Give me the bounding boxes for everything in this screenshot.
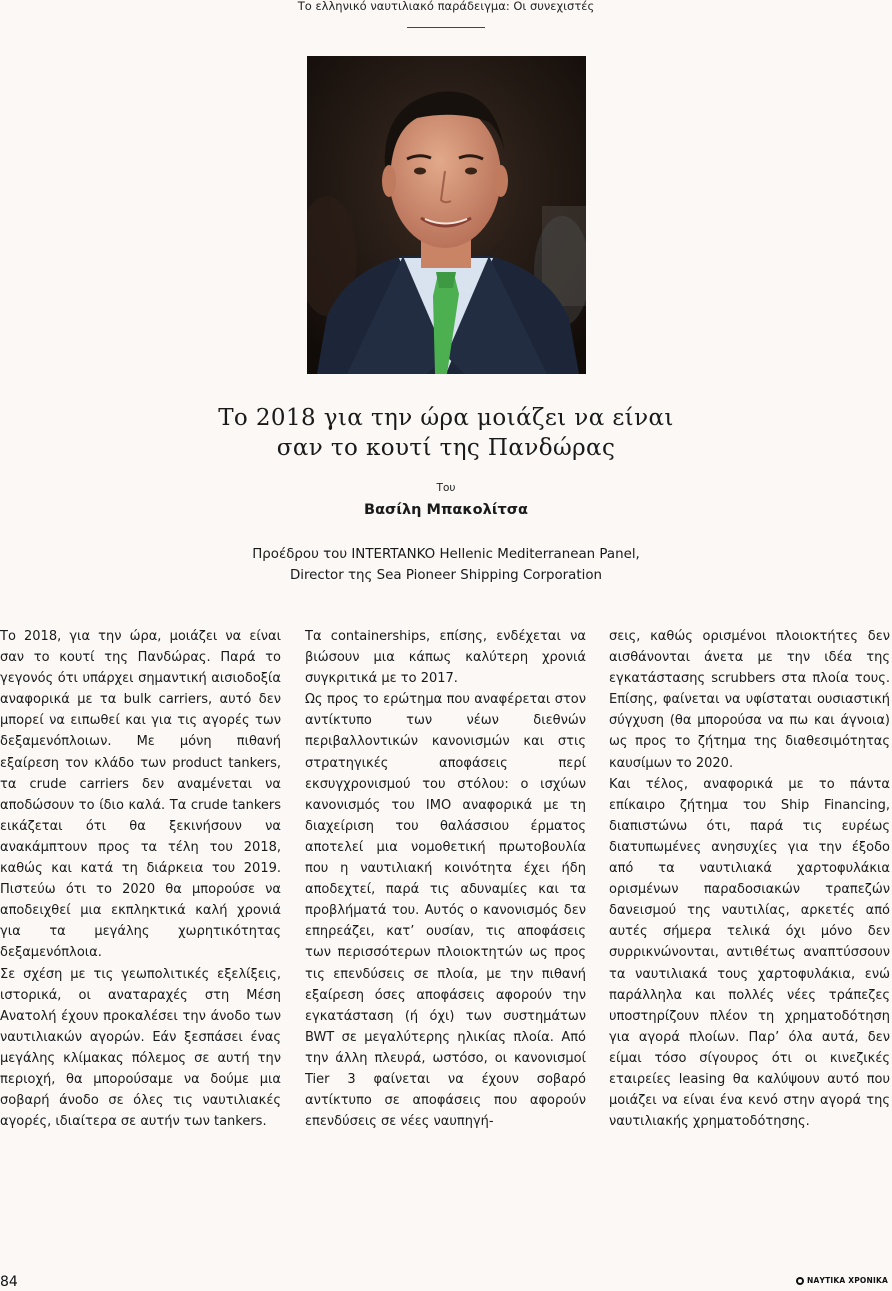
paragraph: Ως προς το ερώτημα που αναφέρεται στον αντίκτυπο των νέων διεθνών περιβαλλοντικών κανονισμών και στις στρατηγικές αποφάσεις περί εκσυγχρονισμού του στόλου: ο ισχύων κανονισμός του ΙΜΟ αναφορικά με τη διαχείριση του θαλάσσιου έρματος αποτελεί μια νομοθετική πρωτοβουλία που η ναυτιλιακή κοινότητα έχει ήδη αποδεχτεί, παρά τις αδυναμίες και τα προβλήματά του. Αυτός ο κανονισμός δεν επηρεάζει, κατ’ ουσίαν, τις αποφάσεις των περισσότερων πλοιοκτητών ως προς τις επενδύσεις σε πλοία, με την πιθανή εξαίρεση όσες αποφάσεις αφορούν την εγκατάσταση (ή όχι) των συστημάτων BWT σε μεγαλύτερης ηλικίας πλοία. Από την άλλη πλευρά, ωστόσο, οι κανονισμοί Tier 3 φαίνεται να έχουν σοβαρό αντίκτυπο σε αποφάσεις που αφορούν επενδύσεις σε νέες ναυπηγή- xyxy=(305,692,586,1130)
brand-logo-icon xyxy=(796,1277,804,1285)
paragraph: Σε σχέση με τις γεωπολιτικές εξελίξεις, ιστορικά, οι αναταραχές στη Μέση Ανατολή έχουν προκαλέσει την άνοδο των ναυτιλιακών αγορών. Εάν ξεσπάσει ένας μεγάλης κλίμακας πόλεμος σε αυτή την περιοχή, θα μπορούσαμε να δούμε μια σοβαρή άνοδο σε όλες τις ναυτιλιακές αγορές, ιδιαίτερα σε αυτήν των tankers. xyxy=(0,966,281,1130)
title-line-2: σαν το κουτί της Πανδώρας xyxy=(276,435,616,461)
author-affiliation xyxy=(0,544,892,586)
author-name: Βασίλη Μπακολίτσα xyxy=(364,502,528,518)
header-divider xyxy=(407,27,485,28)
brand-name: ΝΑΥΤΙΚΑ ΧΡΟΝΙΚΑ xyxy=(807,1276,888,1285)
running-header: Το ελληνικό ναυτιλιακό παράδειγμα: Οι συνεχιστές xyxy=(297,0,595,13)
article-title xyxy=(0,403,892,463)
body-column-2 xyxy=(305,626,586,1132)
page-number: 84 xyxy=(0,1274,18,1290)
paragraph: Και τέλος, αναφορικά με το πάντα επίκαιρο ζήτημα του Ship Financing, διαπιστώνω ότι, παρά τις ευρέως διατυπωμένες ανησυχίες για την έξοδο από τα ναυτιλιακά χαρτοφυλάκια ορισμένων παραδοσιακών τραπεζών δανεισμού της ναυτιλίας, αρκετές από αυτές σήμερα τελικά όχι μόνο δεν συρρικνώνονται, αντιθέτως αναπτύσσουν τα ναυτιλιακά τους χαρτοφυλάκια, ενώ παράλληλα και πολλές νέες τράπεζες υποστηρίζουν πλέον τη χρηματοδότηση για αγορά πλοίων. Παρ’ όλα αυτά, δεν είμαι τόσο σίγουρος ότι οι κινεζικές εταιρείες leasing θα καλύψουν αυτό που μοιάζει να είναι ένα κενό στην αγορά της ναυτιλιακής χρηματοδότησης. xyxy=(609,776,890,1130)
author-portrait xyxy=(307,56,586,374)
footer-brand xyxy=(796,1276,888,1285)
paragraph: Το 2018, για την ώρα, μοιάζει να είναι σαν το κουτί της Πανδώρας. Παρά το γεγονός ότι υπάρχει σημαντική αισιοδοξία αναφορικά με τα bulk carriers, αυτό δεν μπορεί να ειπωθεί και για τις αγορές των δεξαμενόπλοιων. Με μόνη πιθανή εξαίρεση τον κλάδο των product tankers, τα crude carriers δεν αναμένεται να αποδώσουν το ίδιο καλά. Τα crude tankers εικάζεται ότι θα ξεκινήσουν να ανακάμπτουν προς τα τέλη του 2018, καθώς και κατά τη διάρκεια του 2019. Πιστεύω ότι το 2020 θα μπορούσε να αποδειχθεί μια εκπληκτικά καλή χρονιά για τα μεγάλης χωρητικότητας δεξαμενόπλοια. xyxy=(0,629,281,961)
byline-label: Του xyxy=(436,482,456,494)
title-line-1: Το 2018 για την ώρα μοιάζει να είναι xyxy=(218,405,674,431)
affiliation-line-1: Προέδρου του INTERTANKO Hellenic Mediterranean Panel, xyxy=(252,547,640,562)
affiliation-line-2: Director της Sea Pioneer Shipping Corporation xyxy=(289,568,603,583)
paragraph: σεις, καθώς ορισμένοι πλοιοκτήτες δεν αισθάνονται άνετα με την ιδέα της εγκατάστασης scrubbers στα πλοία τους. Επίσης, φαίνεται να υφίσταται ουσιαστική σύγχυση (θα μπορούσα να πω και άγνοια) ως προς το ζήτημα της διαθεσιμότητας καυσίμων το 2020. xyxy=(609,629,890,771)
body-column-1 xyxy=(0,626,281,1132)
paragraph: Τα containerships, επίσης, ενδέχεται να βιώσουν μια κάπως καλύτερη χρονιά συγκριτικά με το 2017. xyxy=(305,629,586,687)
body-column-3 xyxy=(609,626,890,1132)
